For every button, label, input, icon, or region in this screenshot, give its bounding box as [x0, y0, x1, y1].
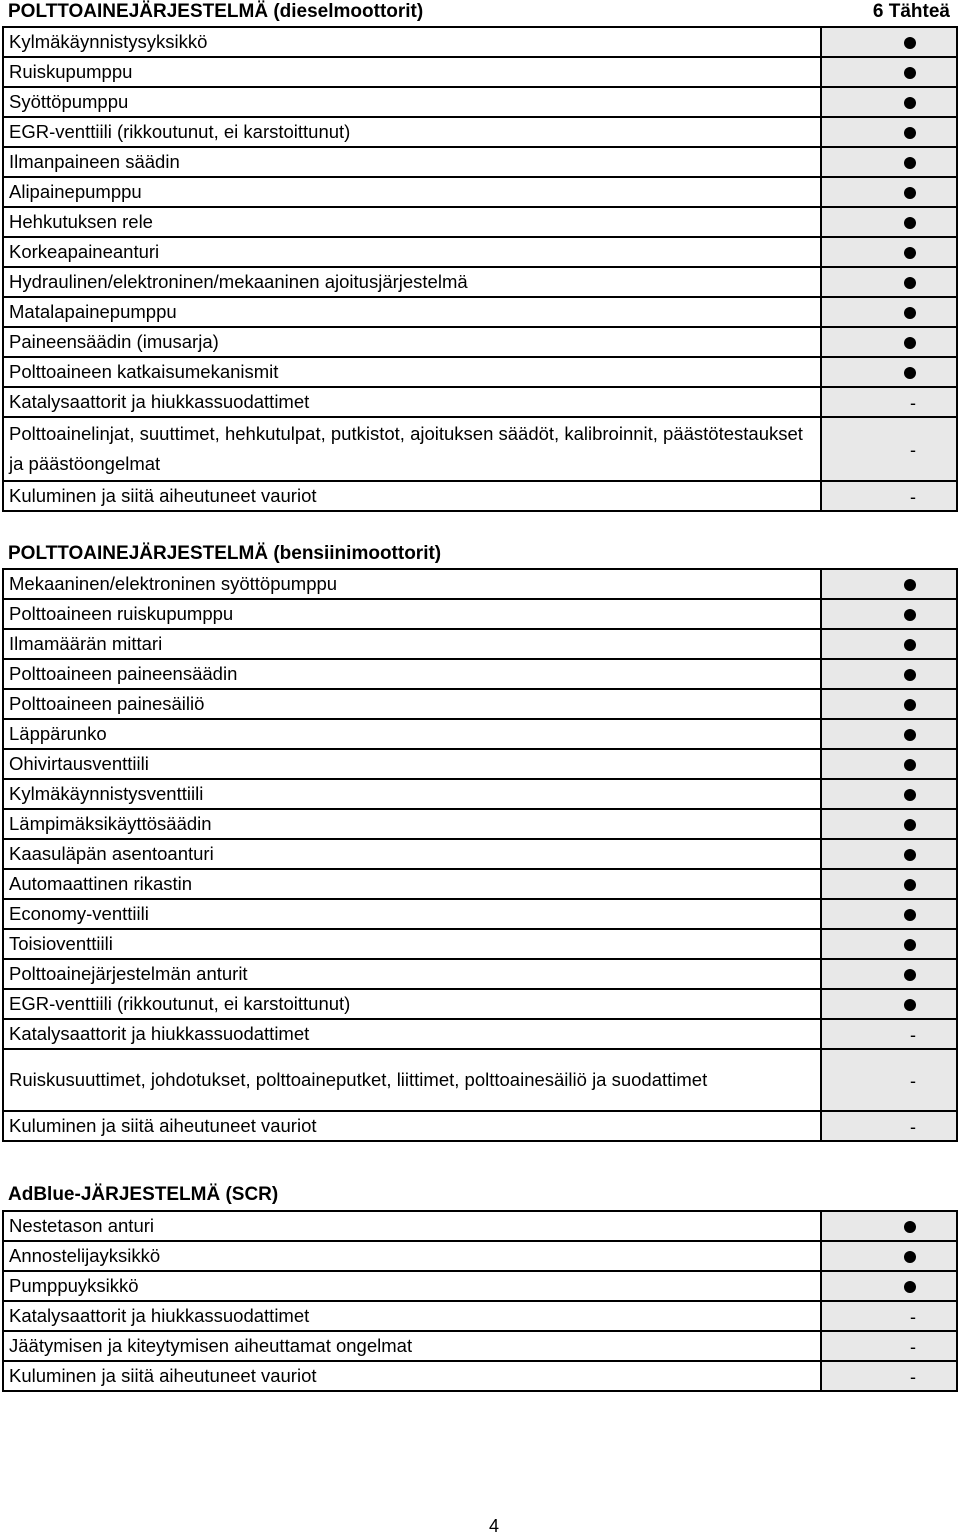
row-coverage-mark [821, 899, 957, 929]
row-label: Ilmamäärän mittari [3, 629, 821, 659]
table-row [3, 569, 957, 599]
bullet-dot-icon [904, 1281, 916, 1293]
row-label: Kaasuläpän asentoanturi [3, 839, 821, 869]
section-title-diesel: POLTTOAINEJÄRJESTELMÄ (dieselmoottorit) [8, 1, 424, 22]
row-label: Ilmanpaineen säädin [3, 147, 821, 177]
row-coverage-mark [821, 117, 957, 147]
bullet-dot-icon [904, 247, 916, 259]
not-covered-dash: - [910, 439, 916, 460]
bullet-dot-icon [904, 337, 916, 349]
row-label: Kylmäkäynnistysyksikkö [3, 27, 821, 57]
not-covered-dash: - [910, 1070, 916, 1091]
row-label: Ruiskupumppu [3, 57, 821, 87]
table-row [3, 899, 957, 929]
row-coverage-mark [821, 689, 957, 719]
row-coverage-mark [821, 779, 957, 809]
table-row [3, 659, 957, 689]
table-diesel-body [3, 27, 957, 511]
bullet-dot-icon [904, 999, 916, 1011]
row-coverage-mark [821, 267, 957, 297]
table-row [3, 1019, 957, 1049]
bullet-dot-icon [904, 819, 916, 831]
row-coverage-mark [821, 869, 957, 899]
table-row [3, 989, 957, 1019]
table-row [3, 1211, 957, 1241]
bullet-dot-icon [904, 217, 916, 229]
row-coverage-mark [821, 839, 957, 869]
bullet-dot-icon [904, 969, 916, 981]
row-label: Hydraulinen/elektroninen/mekaaninen ajoitusjärjestelmä [3, 267, 821, 297]
bullet-dot-icon [904, 67, 916, 79]
bullet-dot-icon [904, 729, 916, 741]
row-label: Katalysaattorit ja hiukkassuodattimet [3, 1019, 821, 1049]
bullet-dot-icon [904, 879, 916, 891]
row-label: Polttoainelinjat, suuttimet, hehkutulpat, putkistot, ajoituksen säädöt, kalibroinnit, päästötestaukset ja päästöongelmat [3, 417, 821, 481]
row-coverage-mark [821, 809, 957, 839]
section-title-petrol: POLTTOAINEJÄRJESTELMÄ (bensiinimoottorit) [8, 543, 442, 564]
table-row [3, 327, 957, 357]
row-label: Mekaaninen/elektroninen syöttöpumppu [3, 569, 821, 599]
table-row [3, 57, 957, 87]
table-row [3, 417, 957, 481]
row-label: Annostelijayksikkö [3, 1241, 821, 1271]
bullet-dot-icon [904, 1251, 916, 1263]
table-row [3, 147, 957, 177]
table-row [3, 1049, 957, 1111]
not-covered-dash: - [910, 1336, 916, 1357]
table-row [3, 177, 957, 207]
row-coverage-mark [821, 569, 957, 599]
not-covered-dash: - [910, 1306, 916, 1327]
bullet-dot-icon [904, 367, 916, 379]
row-coverage-mark [821, 417, 957, 481]
row-label: Polttoaineen katkaisumekanismit [3, 357, 821, 387]
row-coverage-mark [821, 87, 957, 117]
bullet-dot-icon [904, 37, 916, 49]
table-row [3, 929, 957, 959]
row-label: Polttoaineen ruiskupumppu [3, 599, 821, 629]
row-label: Kuluminen ja siitä aiheutuneet vauriot [3, 1111, 821, 1141]
bullet-dot-icon [904, 277, 916, 289]
row-label: Katalysaattorit ja hiukkassuodattimet [3, 1301, 821, 1331]
row-coverage-mark [821, 1241, 957, 1271]
table-row [3, 1301, 957, 1331]
row-coverage-mark [821, 1111, 957, 1141]
row-label: Paineensäädin (imusarja) [3, 327, 821, 357]
row-label: Alipainepumppu [3, 177, 821, 207]
row-label: Nestetason anturi [3, 1211, 821, 1241]
row-label: Kylmäkäynnistysventtiili [3, 779, 821, 809]
row-coverage-mark [821, 387, 957, 417]
row-label: Syöttöpumppu [3, 87, 821, 117]
row-coverage-mark [821, 1019, 957, 1049]
row-label: Economy-venttiili [3, 899, 821, 929]
table-diesel [2, 26, 958, 512]
bullet-dot-icon [904, 639, 916, 651]
table-row [3, 629, 957, 659]
table-row [3, 1361, 957, 1391]
row-coverage-mark [821, 481, 957, 511]
row-label: Jäätymisen ja kiteytymisen aiheuttamat ongelmat [3, 1331, 821, 1361]
row-coverage-mark [821, 327, 957, 357]
row-coverage-mark [821, 1049, 957, 1111]
row-label: Lämpimäksikäyttösäädin [3, 809, 821, 839]
row-label: Ohivirtausventtiili [3, 749, 821, 779]
table-row [3, 1271, 957, 1301]
bullet-dot-icon [904, 1221, 916, 1233]
row-coverage-mark [821, 959, 957, 989]
row-label: Kuluminen ja siitä aiheutuneet vauriot [3, 481, 821, 511]
row-label: Katalysaattorit ja hiukkassuodattimet [3, 387, 821, 417]
bullet-dot-icon [904, 609, 916, 621]
row-coverage-mark [821, 147, 957, 177]
row-coverage-mark [821, 57, 957, 87]
row-coverage-mark [821, 1361, 957, 1391]
not-covered-dash: - [910, 1116, 916, 1137]
row-label: EGR-venttiili (rikkoutunut, ei karstoittunut) [3, 117, 821, 147]
bullet-dot-icon [904, 157, 916, 169]
row-coverage-mark [821, 629, 957, 659]
column-header-six-stars: 6 Tähteä [872, 1, 950, 22]
row-label: Toisioventtiili [3, 929, 821, 959]
table-row [3, 1331, 957, 1361]
bullet-dot-icon [904, 307, 916, 319]
row-label: Polttoaineen paineensäädin [3, 659, 821, 689]
table-row [3, 387, 957, 417]
table-row [3, 809, 957, 839]
table-row [3, 779, 957, 809]
row-label: Pumppuyksikkö [3, 1271, 821, 1301]
row-coverage-mark [821, 177, 957, 207]
row-coverage-mark [821, 357, 957, 387]
table-row [3, 357, 957, 387]
table-row [3, 481, 957, 511]
row-label: Automaattinen rikastin [3, 869, 821, 899]
row-coverage-mark [821, 989, 957, 1019]
bullet-dot-icon [904, 579, 916, 591]
row-coverage-mark [821, 237, 957, 267]
not-covered-dash: - [910, 392, 916, 413]
bullet-dot-icon [904, 909, 916, 921]
bullet-dot-icon [904, 669, 916, 681]
row-label: Matalapainepumppu [3, 297, 821, 327]
row-label: Polttoainejärjestelmän anturit [3, 959, 821, 989]
bullet-dot-icon [904, 759, 916, 771]
row-label: Hehkutuksen rele [3, 207, 821, 237]
row-coverage-mark [821, 749, 957, 779]
bullet-dot-icon [904, 849, 916, 861]
table-petrol [2, 568, 958, 1142]
page-number: 4 [488, 1516, 499, 1536]
row-coverage-mark [821, 27, 957, 57]
row-coverage-mark [821, 1271, 957, 1301]
bullet-dot-icon [904, 187, 916, 199]
row-label: Polttoaineen painesäiliö [3, 689, 821, 719]
section-title-adblue: AdBlue-JÄRJESTELMÄ (SCR) [8, 1184, 279, 1205]
bullet-dot-icon [904, 97, 916, 109]
table-row [3, 1241, 957, 1271]
table-adblue [2, 1210, 958, 1392]
row-label: Korkeapaineanturi [3, 237, 821, 267]
table-row [3, 87, 957, 117]
table-row [3, 1111, 957, 1141]
table-row [3, 959, 957, 989]
not-covered-dash: - [910, 486, 916, 507]
not-covered-dash: - [910, 1024, 916, 1045]
table-row [3, 869, 957, 899]
row-label: Kuluminen ja siitä aiheutuneet vauriot [3, 1361, 821, 1391]
table-row [3, 207, 957, 237]
table-petrol-body [3, 569, 957, 1141]
row-coverage-mark [821, 929, 957, 959]
row-coverage-mark [821, 297, 957, 327]
table-row [3, 267, 957, 297]
row-label: EGR-venttiili (rikkoutunut, ei karstoittunut) [3, 989, 821, 1019]
row-coverage-mark [821, 1211, 957, 1241]
bullet-dot-icon [904, 699, 916, 711]
row-coverage-mark [821, 599, 957, 629]
row-coverage-mark [821, 659, 957, 689]
row-coverage-mark [821, 1331, 957, 1361]
table-row [3, 719, 957, 749]
table-row [3, 839, 957, 869]
bullet-dot-icon [904, 127, 916, 139]
table-row [3, 599, 957, 629]
row-coverage-mark [821, 207, 957, 237]
table-row [3, 27, 957, 57]
row-coverage-mark [821, 1301, 957, 1331]
table-row [3, 689, 957, 719]
bullet-dot-icon [904, 789, 916, 801]
table-row [3, 749, 957, 779]
table-row [3, 117, 957, 147]
table-adblue-body [3, 1211, 957, 1391]
not-covered-dash: - [910, 1366, 916, 1387]
row-label: Ruiskusuuttimet, johdotukset, polttoaineputket, liittimet, polttoainesäiliö ja suodattimet [3, 1049, 821, 1111]
table-row [3, 297, 957, 327]
table-row [3, 237, 957, 267]
row-label: Läppärunko [3, 719, 821, 749]
bullet-dot-icon [904, 939, 916, 951]
row-coverage-mark [821, 719, 957, 749]
